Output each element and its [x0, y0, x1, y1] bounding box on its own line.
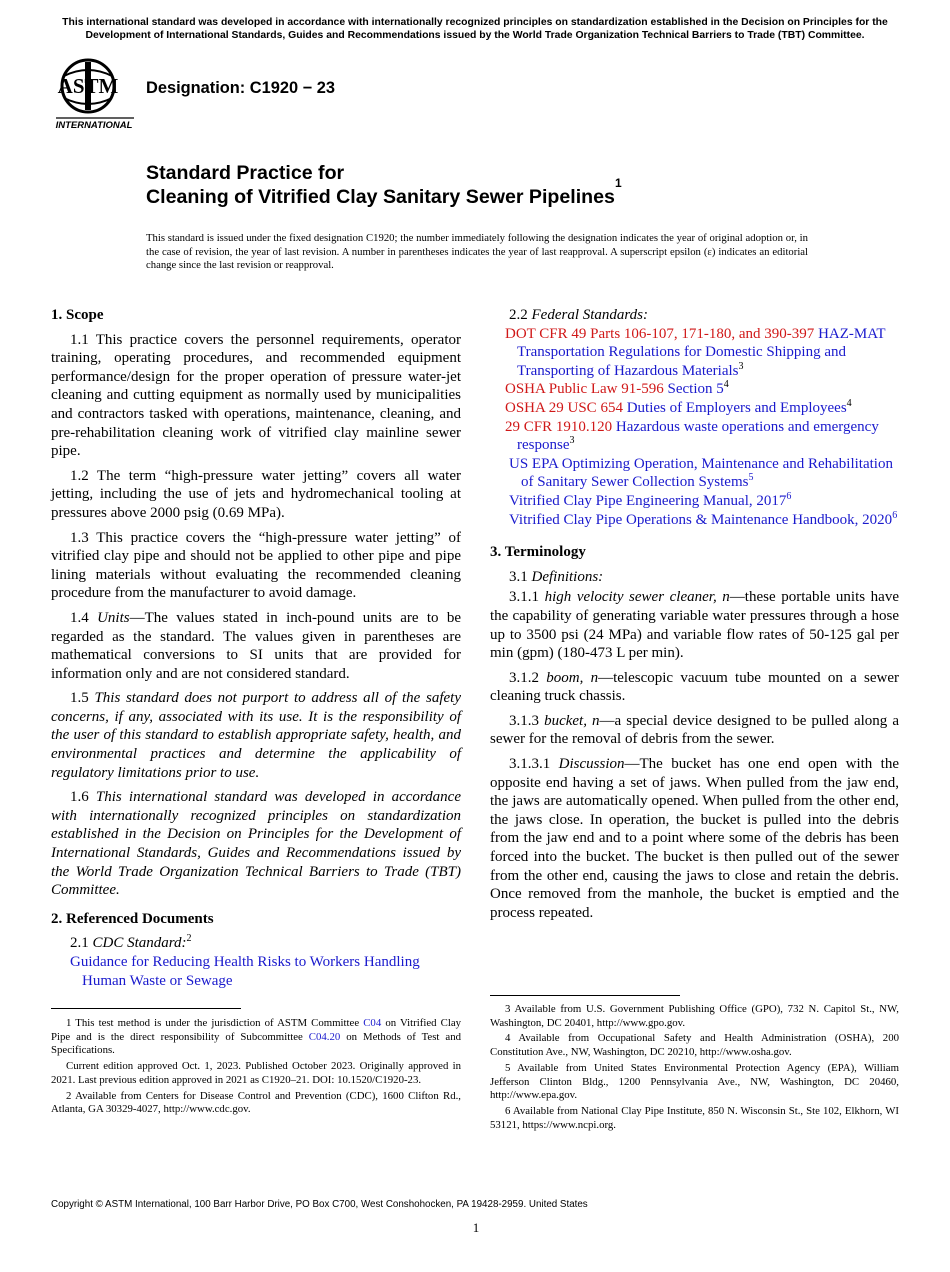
refdocs-heading: 2. Referenced Documents — [51, 910, 214, 927]
subcommittee-c04-20-link[interactable]: C04.20 — [308, 1030, 341, 1043]
para-3-1-3-1: 3.1.3.1 Discussion—The bucket has one end open with the opposite end having a set of jaws. When pulled from the jaw end, the jaws are automatically opened. When pulled from the other end, the jaws close. In operation, the bucket is pulled into the debris from the jaw end and to a point where some of the debris has been forced into the bucket. The bucket is then pulled out of the sewer from the other end, causing the jaws to close and retain the debris. Once removed from the manhole, the bucket is emptied and the process repeated. — [490, 756, 900, 921]
footnote-5: 5 Available from United States Environmental Protection Agency (EPA), William Jefferson Clinton Bldg., 1200 Pennsylvania Ave., NW, Washington, DC 20460, http://www.epa.gov. — [490, 1061, 899, 1102]
para-1-3: 1.3 This practice covers the “high-pressure water jetting” of vitrified clay pipe and should not be applied to other pipe and pipe lining materials without evaluating the recommended cleaning procedure from the manufacturer to avoid damage. — [51, 529, 461, 602]
ref-osha-usc[interactable]: OSHA 29 USC 654 Duties of Employers and Employees$^4$ — [505, 397, 852, 416]
para-1-2: 1.2 The term “high-pressure water jetting” covers all water jetting, including the use of jets and hydromechanical tooling at pressures above 2000 psig (0.69 MPa). — [51, 467, 461, 521]
ref-osha-public-law[interactable]: OSHA Public Law 91-596 Section $5^4$ — [505, 379, 729, 398]
astm-logo-icon — [52, 56, 136, 132]
para-3-1-2: 3.1.2 boom, n—telescopic vacuum tube mounted on a sewer cleaning truck chassis. — [490, 669, 899, 705]
safety-caveat: This standard does not purport to address all of the safety concerns, if any, associated with its use. It is the responsibility of the user of this standard to establish appropriate safety, health, and environmental practices and determine the applicability of regulatory limitations prior to use. — [51, 690, 462, 781]
left-column — [51, 306, 461, 990]
title-footnote-mark[interactable]: 1 — [614, 176, 622, 190]
ref-vcp-om-handbook[interactable]: Vitrified Clay Pipe Operations & Maintenance Handbook, 2020$^6$ — [509, 509, 898, 528]
document-title — [146, 161, 866, 209]
issue-note: This standard is issued under the fixed designation C1920; the number immediately following the designation indicates the year of original adoption or, in the case of revision, the year of last revision. A number in parentheses indicates the year of last reapproval. A superscript epsilon (ε) indicates an editorial change since the last revision or reapproval. — [146, 232, 808, 272]
logo-wordmark: ASTM — [57, 74, 119, 98]
federal-refs — [490, 325, 899, 530]
right-column — [490, 306, 899, 928]
committee-c04-link[interactable]: C04 — [363, 1017, 382, 1029]
footnote-3: 3 Available from U.S. Government Publishing Office (GPO), 732 N. Capitol St., NW, Washington, DC 20401, http://www.gpo.gov. — [490, 1003, 899, 1029]
para-1-5: 1.5 This standard does not purport to address all of the safety concerns, if any, associated with its use. It is the responsibility of the user of this standard to establish appropriate safety, health, and environmental practices and determine the applicability of regulatory limitations prior to use. — [51, 690, 462, 781]
ref-vcp-engineering-manual[interactable]: Vitrified Clay Pipe Engineering Manual, 2017$^6$ — [509, 490, 792, 509]
para-1-1: 1.1 This practice covers the personnel requirements, operator training, operating procedures, and recommended equipment performance/design for the proper operation of pressure water-jet cleaning and cutting equipment as normally used by municipalities and contractors tasked with operations, maintenance, cleaning, and pre-rehabilitation cleaning work of vitrified clay mainline sewer pipe. — [51, 331, 461, 460]
title-line-1: Standard Practice for — [146, 162, 345, 184]
terminology-heading: 3. Terminology — [490, 544, 586, 561]
footnotes-right — [490, 1003, 899, 1134]
logo-subtext: INTERNATIONAL — [55, 120, 133, 131]
copyright-line: Copyright © ASTM International, 100 Barr Harbor Drive, PO Box C700, West Conshohocken, PA 19428-2959. United States — [51, 1199, 588, 1210]
footnote-4: 4 Available from Occupational Safety and Health Administration (OSHA), 200 Constitution Ave., NW, Washington, DC 20210, http://www.osha.gov. — [490, 1032, 899, 1059]
units-term: Units — [97, 609, 130, 626]
tbt-statement: This international standard was developed in accordance with internationally recognized principles on standardization established in the Decision on Principles for the Development of International Standards, Guides and Recommendations issued by the World Trade Organization Technical Barriers to Trade (TBT) Committee. — [51, 789, 462, 899]
para-2-1: 2.1 CDC Standard:$^2$ — [70, 933, 192, 952]
cdc-reference-link[interactable]: Guidance for Reducing Health Risks to Workers Handling Human Waste or Sewage — [70, 954, 420, 989]
title-line-2 — [146, 176, 866, 209]
para-1-6: 1.6 This international standard was developed in accordance with internationally recognized principles on standardization established in the Decision on Principles for the Development of International Standards, Guides and Recommendations issued by the World Trade Organization Technical Barriers to Trade (TBT) Committee. — [51, 789, 462, 899]
ref-29-cfr[interactable]: 29 CFR 1910.120 Hazardous waste operations and emergency response$^3$ — [505, 418, 879, 454]
footnote-1-edition: Current edition approved Oct. 1, 2023. Published October 2023. Originally approved in 2021. Last previous edition approved in 2021 as C1920–21. DOI: 10.1520/C1920-23. — [51, 1060, 461, 1086]
para-3-1: 3.1 Definitions: — [509, 568, 604, 585]
para-1-4: 1.4 Units—The values stated in inch-pound units are to be regarded as the standard. The values given in parentheses are mathematical conversions to SI units that are provided for information only and are not considered standard. — [51, 609, 461, 682]
para-2-2: 2.2 Federal Standards: — [509, 307, 649, 323]
para-3-1-3: 3.1.3 bucket, n—a special device designed to be pulled along a sewer for the removal of debris from the sewer. — [490, 712, 900, 748]
page-number: 1 — [472, 1220, 480, 1235]
designation: Designation: C1920 − 23 — [146, 79, 336, 97]
top-notice: This international standard was developed in accordance with internationally recognized principles on standardization established in the Decision on Principles for the Development of International Standards, Guides and Recommendations issued by the World Trade Organization Technical Barriers to Trade (TBT) Committee. — [62, 17, 888, 41]
title-main: Cleaning of Vitrified Clay Sanitary Sewer Pipelines — [146, 186, 615, 208]
ref-dot-cfr[interactable]: DOT CFR 49 Parts 106-107, 171-180, and 390-397 HAZ-MAT Transportation Regulations for Domestic Shipping and Transporting of Hazardous Materials$^3$ — [505, 325, 886, 379]
astm-logo — [52, 56, 136, 132]
footnote-rule-right — [490, 995, 680, 996]
ref-us-epa[interactable]: US EPA Optimizing Operation, Maintenance and Rehabilitation of Sanitary Sewer Collection Systems$^5$ — [509, 455, 893, 491]
footnote-1: 1 This test method is under the jurisdiction of ASTM Committee C04 on Vitrified Clay Pipe and is the direct responsibility of Subcommittee C04.20 on Methods of Test and Specifications. — [51, 1017, 462, 1057]
footnote-6: 6 Available from National Clay Pipe Institute, 850 N. Wisconsin St., Ste 102, Elkhorn, WI 53121, https://www.ncpi.org. — [490, 1104, 899, 1131]
scope-heading: 1. Scope — [51, 307, 104, 323]
para-3-1-1: 3.1.1 high velocity sewer cleaner, n—these portable units have the capability of generating variable water pressures through a hose up to 3500 psi (24 MPa) and variable flow rates of 50-125 gal per min (gpm) (180-473 L per min). — [490, 589, 899, 662]
footnote-2: 2 Available from Centers for Disease Control and Prevention (CDC), 1600 Clifton Rd., Atlanta, GA 30329-4027, http://www.cdc.gov. — [51, 1089, 461, 1116]
footnotes-left — [51, 1017, 461, 1119]
footnote-rule-left — [51, 1008, 241, 1009]
